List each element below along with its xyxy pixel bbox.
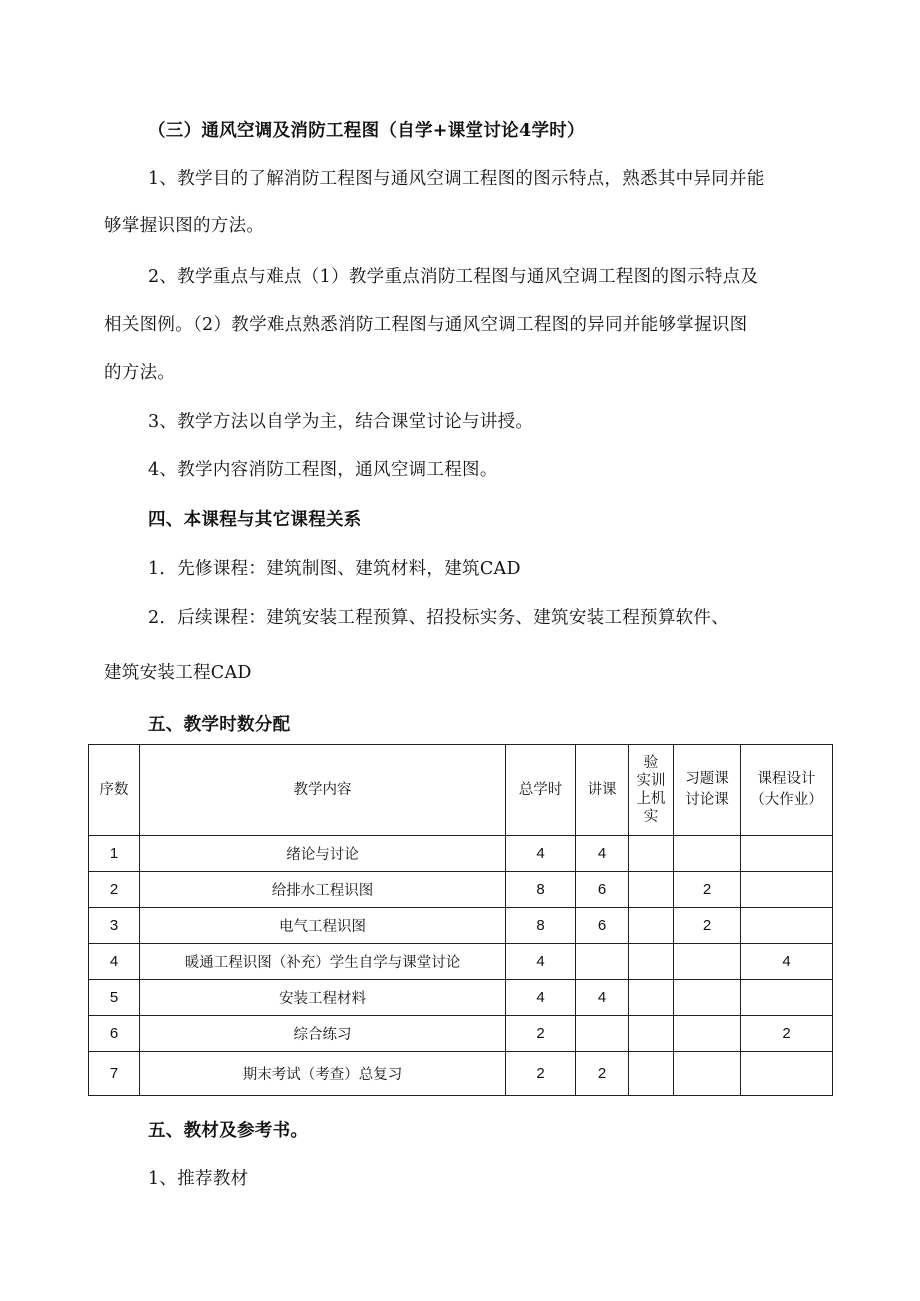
header-design-line1: 课程设计	[757, 771, 816, 787]
header-lab-line2: 实训	[636, 773, 666, 789]
cell-seq: 2	[89, 872, 140, 908]
header-exercise-line1: 习题课	[685, 771, 729, 787]
cell-design: 4	[741, 944, 833, 980]
cell-lecture: 6	[576, 872, 629, 908]
cell-design: 2	[741, 1016, 833, 1052]
cell-design	[741, 980, 833, 1016]
cell-content: 给排水工程识图	[140, 872, 506, 908]
table-row	[89, 836, 833, 872]
table-row	[89, 980, 833, 1016]
cell-total: 4	[506, 836, 576, 872]
header-exercise-line2: 讨论课	[685, 792, 729, 808]
hours-allocation-table	[88, 744, 833, 1096]
table-row	[89, 1016, 833, 1052]
cell-design	[741, 908, 833, 944]
section-heading-four: 四、本课程与其它课程关系	[148, 510, 362, 530]
cell-seq: 3	[89, 908, 140, 944]
cell-lecture: 4	[576, 980, 629, 1016]
paragraph-method: 3、教学方法以自学为主，结合课堂讨论与讲授。	[148, 412, 534, 432]
cell-content: 电气工程识图	[140, 908, 506, 944]
cell-exercise	[674, 1016, 741, 1052]
cell-design	[741, 1052, 833, 1096]
paragraph-keypoints-line2: 相关图例。（2）教学难点熟悉消防工程图与通风空调工程图的异同并能够掌握识图	[104, 315, 748, 335]
followup-courses-line2: 建筑安装工程CAD	[104, 663, 252, 683]
cell-seq: 5	[89, 980, 140, 1016]
header-lab-line3: 上机	[636, 791, 666, 807]
cell-lab	[629, 944, 674, 980]
recommended-textbooks: 1、推荐教材	[148, 1169, 249, 1189]
table-header-row	[89, 745, 833, 836]
cell-lecture	[576, 1016, 629, 1052]
cell-exercise: 2	[674, 872, 741, 908]
cell-lecture: 2	[576, 1052, 629, 1096]
cell-lab	[629, 908, 674, 944]
cell-content: 暖通工程识图（补充）学生自学与课堂讨论	[140, 944, 506, 980]
cell-lab	[629, 836, 674, 872]
table-row	[89, 872, 833, 908]
paragraph-keypoints-line1: 2、教学重点与难点（1）教学重点消防工程图与通风空调工程图的图示特点及	[148, 267, 759, 287]
cell-seq: 7	[89, 1052, 140, 1096]
paragraph-objective-line1: 1、教学目的了解消防工程图与通风空调工程图的图示特点，熟悉其中异同并能	[148, 169, 765, 189]
cell-lab	[629, 1016, 674, 1052]
section-heading-textbooks: 五、教材及参考书。	[148, 1121, 309, 1141]
cell-seq: 4	[89, 944, 140, 980]
cell-content: 绪论与讨论	[140, 836, 506, 872]
cell-exercise: 2	[674, 908, 741, 944]
cell-content: 期末考试（考查）总复习	[140, 1052, 506, 1096]
cell-total: 2	[506, 1052, 576, 1096]
followup-courses-line1: 2．后续课程：建筑安装工程预算、招投标实务、建筑安装工程预算软件、	[148, 608, 730, 628]
cell-seq: 1	[89, 836, 140, 872]
header-lecture: 讲课	[576, 745, 629, 836]
cell-total: 4	[506, 980, 576, 1016]
cell-content: 综合练习	[140, 1016, 506, 1052]
cell-seq: 6	[89, 1016, 140, 1052]
cell-design	[741, 872, 833, 908]
header-seq: 序数	[89, 745, 140, 836]
cell-total: 2	[506, 1016, 576, 1052]
table-row	[89, 944, 833, 980]
header-lab	[629, 745, 674, 836]
prerequisite-courses: 1．先修课程：建筑制图、建筑材料，建筑CAD	[148, 559, 521, 579]
header-design-line2: （大作业）	[750, 792, 823, 808]
cell-lecture	[576, 944, 629, 980]
cell-lab	[629, 980, 674, 1016]
cell-lecture: 6	[576, 908, 629, 944]
header-exercise	[674, 745, 741, 836]
section-heading-three: （三）通风空调及消防工程图（自学+课堂讨论4学时）	[148, 121, 585, 141]
header-content: 教学内容	[140, 745, 506, 836]
cell-design	[741, 836, 833, 872]
header-total-hours: 总学时	[506, 745, 576, 836]
header-lab-line1: 验	[643, 755, 659, 771]
paragraph-content: 4、教学内容消防工程图，通风空调工程图。	[148, 460, 498, 480]
table-row	[89, 1052, 833, 1096]
cell-exercise	[674, 944, 741, 980]
cell-lab	[629, 872, 674, 908]
cell-total: 8	[506, 872, 576, 908]
cell-content: 安装工程材料	[140, 980, 506, 1016]
paragraph-objective-line2: 够掌握识图的方法。	[104, 216, 265, 236]
header-lab-line4: 实	[643, 809, 659, 825]
header-course-design	[741, 745, 833, 836]
cell-exercise	[674, 980, 741, 1016]
table-row	[89, 908, 833, 944]
cell-exercise	[674, 836, 741, 872]
paragraph-keypoints-line3: 的方法。	[104, 363, 176, 383]
section-heading-five: 五、教学时数分配	[148, 715, 291, 735]
cell-total: 8	[506, 908, 576, 944]
cell-total: 4	[506, 944, 576, 980]
cell-exercise	[674, 1052, 741, 1096]
cell-lecture: 4	[576, 836, 629, 872]
cell-lab	[629, 1052, 674, 1096]
